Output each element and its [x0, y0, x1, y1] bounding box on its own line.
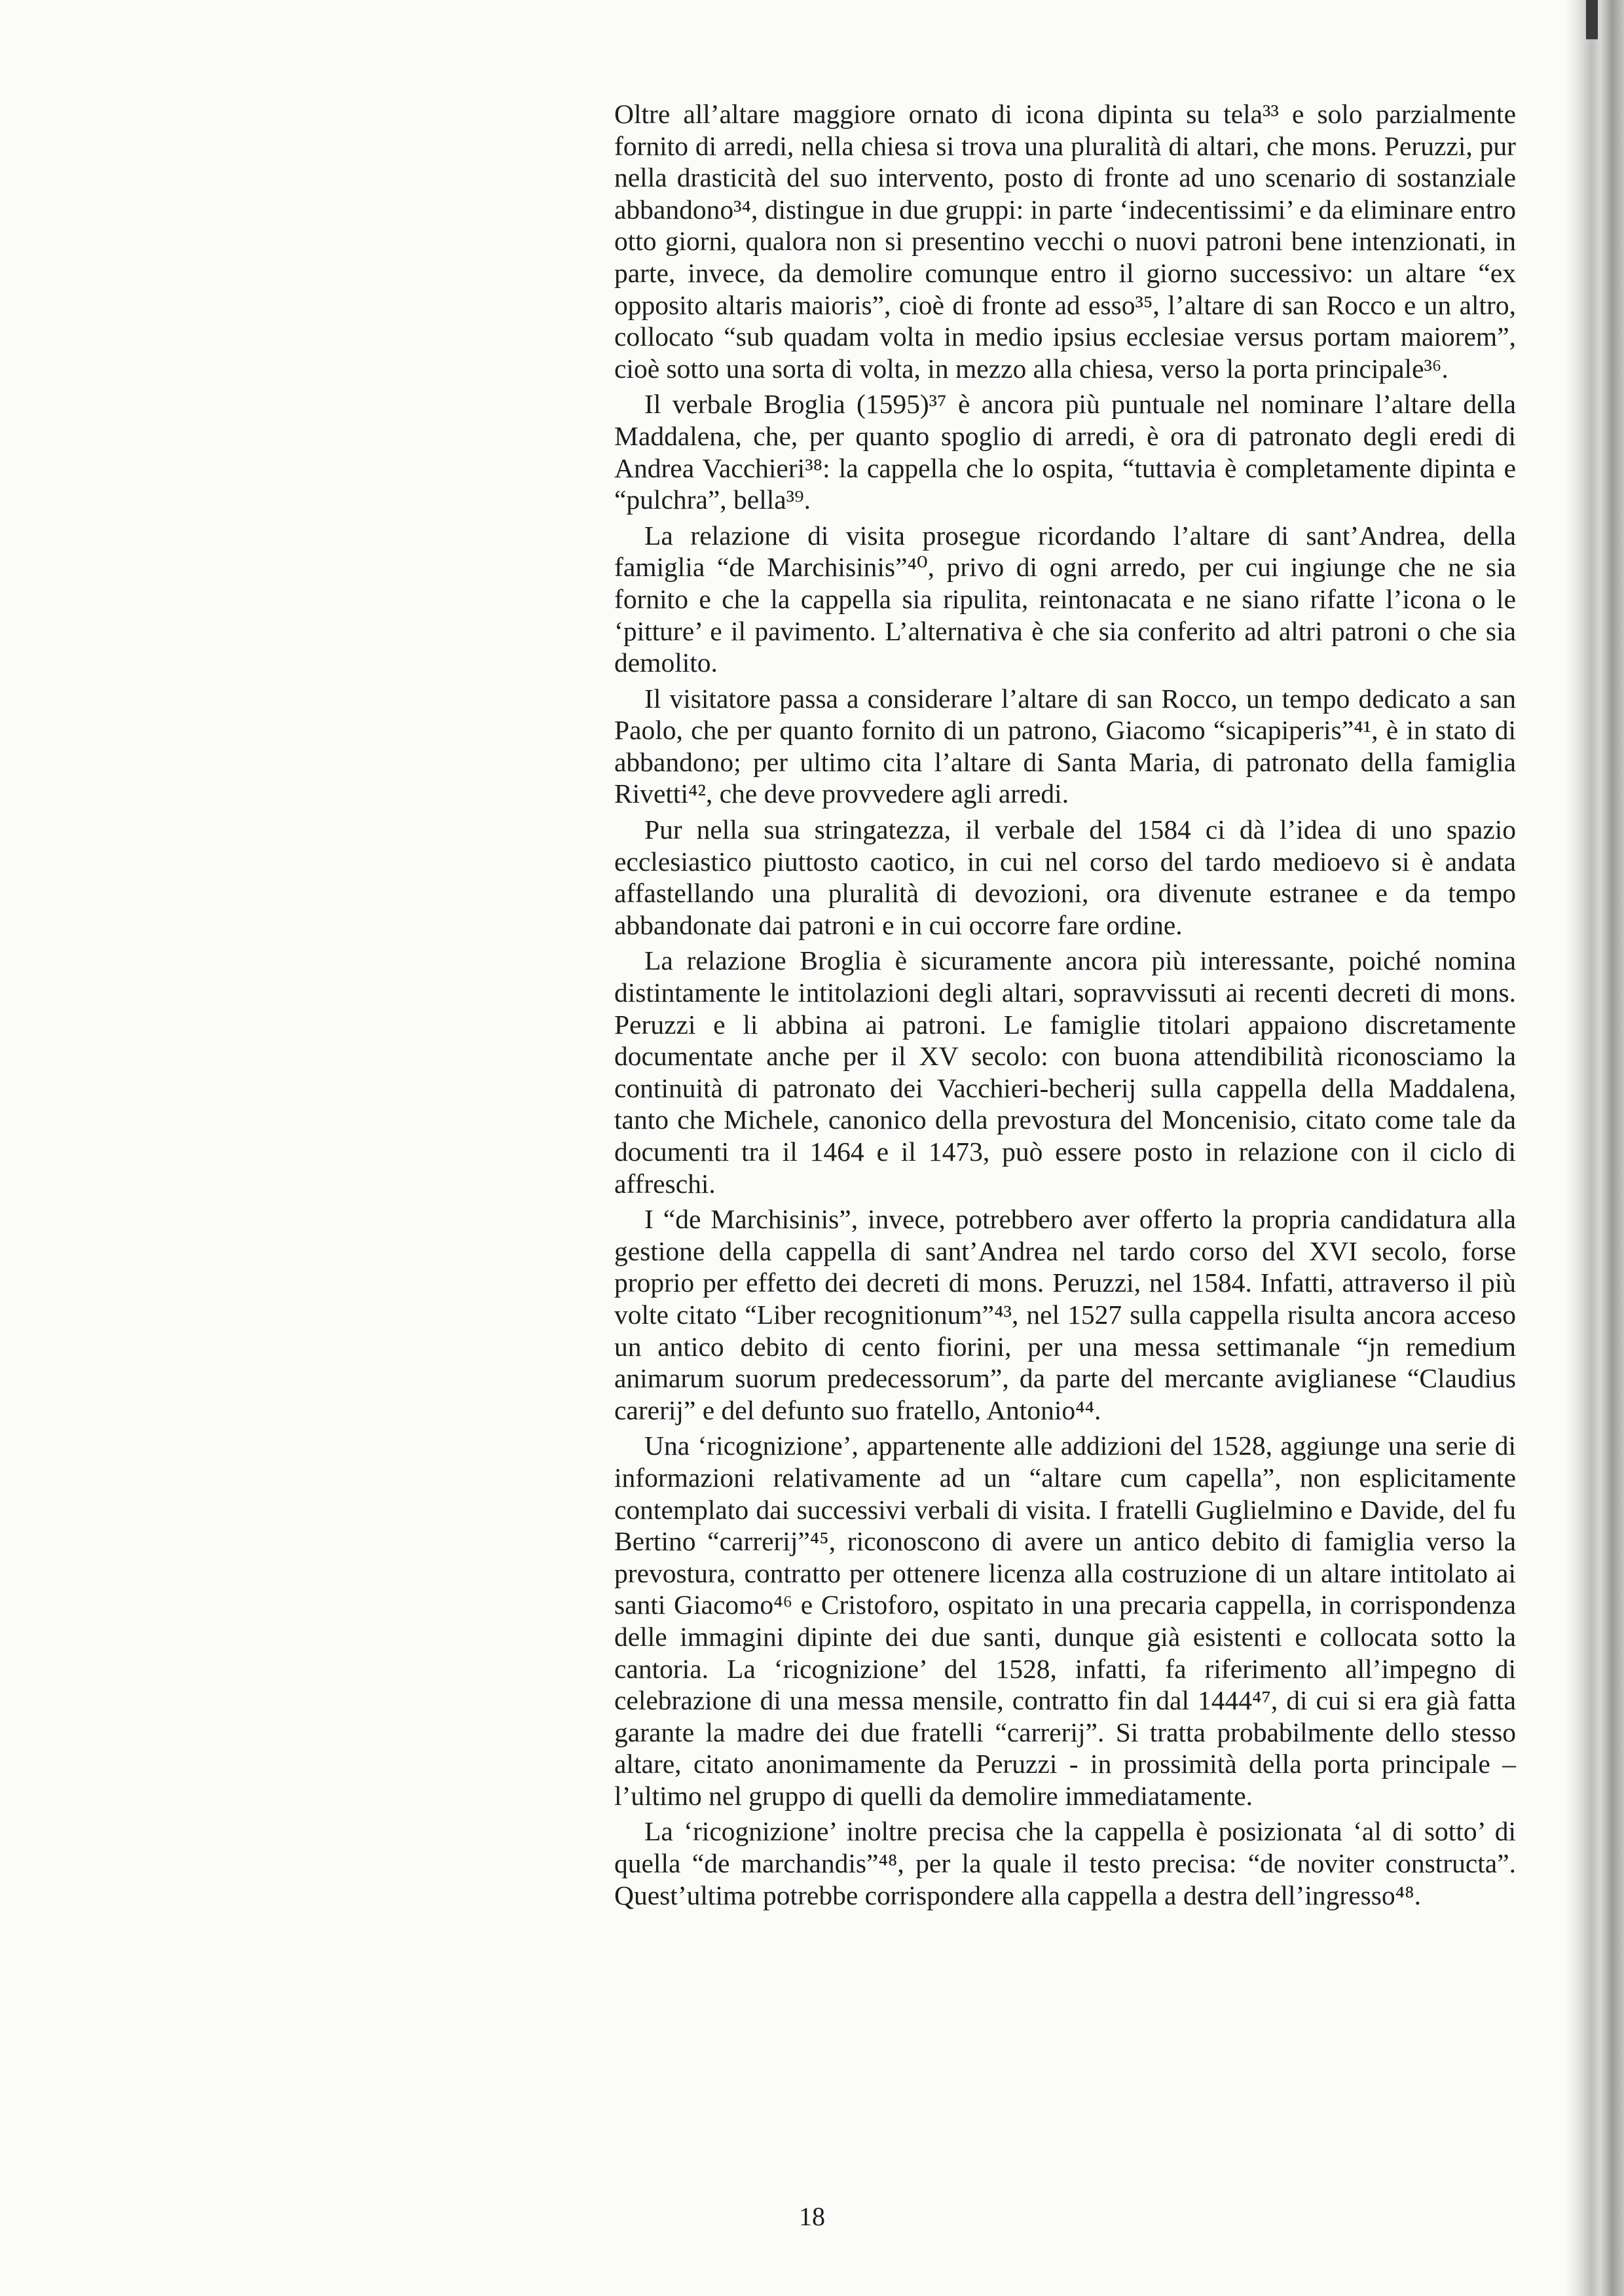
body-text [614, 98, 1516, 1915]
paragraph: La relazione Broglia è sicuramente ancora più interessante, poiché nomina distintamente le intitolazioni degli altari, sopravvissuti ai recenti decreti di mons. Peruzzi e li abbina ai patroni. Le famiglie titolari appaiono discretamente documentate anche per il XV secolo: con buona attendibilità riconosciamo la continuità di patronato dei Vacchieri-becherij sulla cappella della Maddalena, tanto che Michele, canonico della prevostura del Moncenisio, citato come tale da documenti tra il 1464 e il 1473, può essere posto in relazione con il ciclo di affreschi. [614, 945, 1516, 1199]
page-number: 18 [799, 2202, 825, 2231]
paragraph: Il visitatore passa a considerare l’altare di san Rocco, un tempo dedicato a san Paolo, che per quanto fornito di un patrono, Giacomo “sicapiperis”⁴¹, è in stato di abbandono; per ultimo cita l’altare di Santa Maria, di patronato della famiglia Rivetti⁴², che deve provvedere agli arredi. [614, 683, 1516, 809]
paragraph: I “de Marchisinis”, invece, potrebbero aver offerto la propria candidatura alla gestione della cappella di sant’Andrea nel tardo corso del XVI secolo, forse proprio per effetto dei decreti di mons. Peruzzi, nel 1584. Infatti, attraverso il più volte citato “Liber recognitionum”⁴³, nel 1527 sulla cappella risulta ancora acceso un antico debito di cento fiorini, per una messa settimanale “jn remedium animarum suorum predecessorum”, da parte del mercante aviglianese “Claudius carerij” e del defunto suo fratello, Antonio⁴⁴. [614, 1204, 1516, 1425]
paragraph: La ‘ricognizione’ inoltre precisa che la cappella è posizionata ‘al di sotto’ di quella “de marchandis”⁴⁸, per la quale il testo precisa: “de noviter constructa”. Quest’ultima potrebbe corrispondere alla cappella a destra dell’ingresso⁴⁸. [614, 1816, 1516, 1910]
paragraph: Oltre all’altare maggiore ornato di icona dipinta su tela³³ e solo parzialmente fornito di arredi, nella chiesa si trova una pluralità di altari, che mons. Peruzzi, pur nella drasticità del suo intervento, posto di fronte ad uno scenario di sostanziale abbandono³⁴, distingue in due gruppi: in parte ‘indecentissimi’ e da eliminare entro otto giorni, qualora non si presentino vecchi o nuovi patroni bene intenzionati, in parte, invece, da demolire comunque entro il giorno successivo: un altare “ex opposito altaris maioris”, cioè di fronte ad esso³⁵, l’altare di san Rocco e un altro, collocato “sub quadam volta in medio ipsius ecclesiae versus portam maiorem”, cioè sotto una sorta di volta, in mezzo alla chiesa, verso la porta principale³⁶. [614, 99, 1516, 384]
page-edge-mark [1586, 0, 1598, 39]
paragraph: Una ‘ricognizione’, appartenente alle addizioni del 1528, aggiunge una serie di informazioni relativamente ad un “altare cum capella”, non esplicitamente contemplato dai successivi verbali di visita. I fratelli Guglielmino e Davide, del fu Bertino “carrerij”⁴⁵, riconoscono di avere un antico debito di famiglia verso la prevostura, contratto per ottenere licenza alla costruzione di un altare intitolato ai santi Giacomo⁴⁶ e Cristoforo, ospitato in una precaria cappella, in corrispondenza delle immagini dipinte dei due santi, dunque già esistenti e collocata sotto la cantoria. La ‘ricognizione’ del 1528, infatti, fa riferimento all’impegno di celebrazione di una messa mensile, contratto fin dal 1444⁴⁷, di cui si era già fatta garante la madre dei due fratelli “carrerij”. Si tratta probabilmente dello stesso altare, citato anonimamente da Peruzzi - in prossimità della porta principale – l’ultimo nel gruppo di quelli da demolire immediatamente. [614, 1430, 1516, 1811]
paragraph: La relazione di visita prosegue ricordando l’altare di sant’Andrea, della famiglia “de Marchisinis”⁴⁰, privo di ogni arredo, per cui ingiunge che ne sia fornito e che la cappella sia ripulita, reintonacata e ne siano rifatte l’icona o le ‘pitture’ e il pavimento. L’alternativa è che sia conferito ad altri patroni o che sia demolito. [614, 520, 1516, 678]
paragraph: Pur nella sua stringatezza, il verbale del 1584 ci dà l’idea di uno spazio ecclesiastico piuttosto caotico, in cui nel corso del tardo medioevo si è andata affastellando una pluralità di devozioni, ora divenute estranee e da tempo abbandonate dai patroni e in cui occorre fare ordine. [614, 814, 1516, 940]
page-gutter-shadow [1565, 0, 1624, 2296]
paragraph: Il verbale Broglia (1595)³⁷ è ancora più puntuale nel nominare l’altare della Maddalena, che, per quanto spoglio di arredi, è ora di patronato degli eredi di Andrea Vacchieri³⁸: la cappella che lo ospita, “tuttavia è completamente dipinta e “pulchra”, bella³⁹. [614, 389, 1516, 515]
